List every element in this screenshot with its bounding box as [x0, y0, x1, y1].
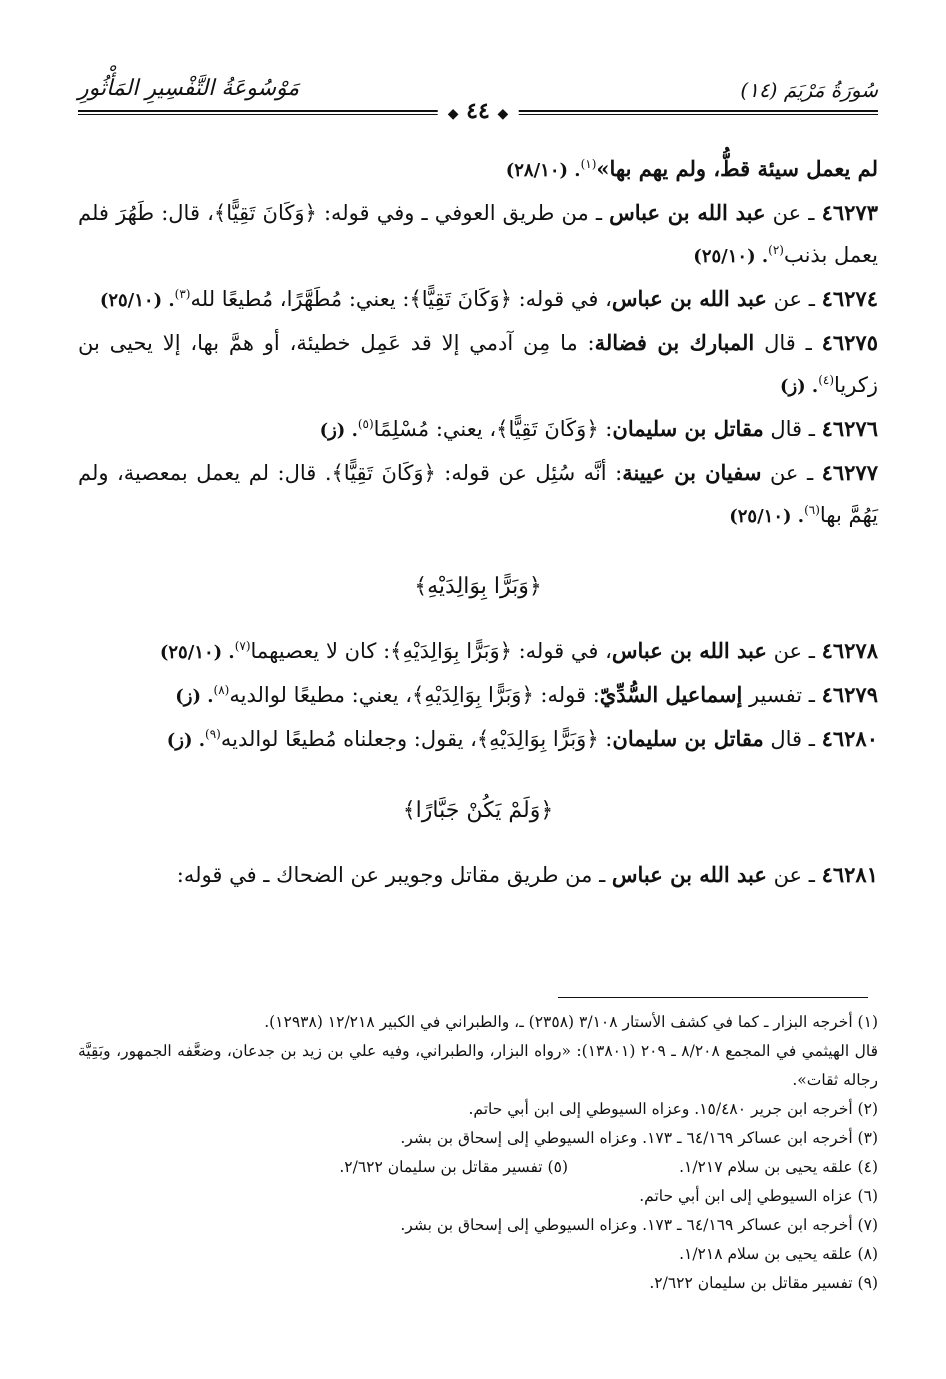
narrator-name: عبد الله بن عباس	[609, 200, 766, 225]
ornament-icon: ◆	[447, 106, 459, 122]
paragraph-text: ، في قوله:	[511, 639, 612, 663]
paragraph-text: : أنَّه سُئِل عن قوله:	[435, 461, 623, 485]
narrator-name: عبد الله بن عباس	[611, 862, 767, 887]
lead-text: ـ قال	[763, 417, 822, 441]
footnote-row	[78, 1153, 878, 1182]
lead-text: ـ عن	[765, 201, 822, 225]
lead-text: ـ قال	[754, 331, 822, 355]
narration-number: ٤٦٢٧٥	[821, 330, 878, 355]
footnote-ref[interactable]: (٤)	[818, 373, 835, 387]
footnote-item: (٥) تفسير مقاتل بن سليمان ٢/٦٢٢.	[339, 1158, 568, 1176]
footnote-ref[interactable]: (٥)	[357, 417, 374, 431]
source-ref: . (ز)	[779, 376, 819, 397]
narration-number: ٤٦٢٨١	[821, 862, 878, 887]
source-ref: . (٢٥/١٠)	[729, 506, 805, 527]
footnote-ref[interactable]: (٢)	[768, 243, 784, 257]
quran-verse: ﴿وَبَرًّا بِوَالِدَيْهِ﴾	[390, 639, 512, 663]
footnote-item: (٤) علقه يحيى بن سلام ١/٢١٧.	[679, 1158, 878, 1176]
quran-verse: ﴿وَكَانَ تَقِيًّا﴾	[331, 461, 436, 485]
footnote-item: (٨) علقه يحيى بن سلام ١/٢١٨.	[679, 1245, 878, 1263]
source-ref: . (٢٥/١٠)	[159, 642, 235, 663]
verse-heading: ﴿وَبَرًّا بِوَالِدَيْهِ﴾	[414, 574, 542, 599]
narration-46279	[78, 674, 878, 718]
quran-verse: ﴿وَبَرًّا بِوَالِدَيْهِ﴾	[476, 727, 599, 751]
paragraph-text: ، قال: طَهُرَ فلم يعمل بذنب	[78, 201, 878, 267]
lead-text: ـ عن	[766, 863, 822, 887]
footnote-ref[interactable]: (١)	[580, 157, 597, 171]
paragraph-text: : قوله:	[533, 683, 600, 707]
narrator-name: إسماعيل السُّدِّيّ	[599, 682, 743, 707]
paragraph-text: لم يعمل سيئة قطُّ، ولم يهم بها»	[596, 156, 878, 181]
book-title: مَوْسُوعَةُ التَّفْسِيرِ المَأْثُورِ	[78, 76, 300, 101]
main-text	[78, 148, 878, 896]
narration-46281	[78, 854, 878, 896]
narrator-name: عبد الله بن عباس	[611, 638, 767, 663]
paragraph-text: ، يعني: مُسْلِمًا	[373, 417, 497, 441]
page-number-box	[438, 98, 519, 124]
quran-verse: ﴿وَبَرًّا بِوَالِدَيْهِ﴾	[412, 683, 534, 707]
narration-46278	[78, 630, 878, 674]
narration-number: ٤٦٢٧٨	[821, 638, 878, 663]
footnote-ref[interactable]: (٧)	[234, 639, 251, 653]
narration-number: ٤٦٢٧٣	[821, 200, 878, 225]
surah-title: سُورَةُ مَرْيَمَ (١٤)	[740, 78, 878, 102]
lead-text: ـ تفسير	[742, 683, 822, 707]
source-ref: . (٢٥/١٠)	[693, 246, 769, 267]
lead-text: ـ عن	[766, 639, 822, 663]
paragraph-text: : يعني: مُطَهَّرًا، مُطيعًا لله	[190, 287, 410, 311]
source-ref: . (٢٥/١٠)	[99, 290, 175, 311]
narration-46275	[78, 322, 878, 408]
narration-46276	[78, 408, 878, 452]
narration-number: ٤٦٢٧٤	[821, 286, 878, 311]
narrator-name: مقاتل بن سليمان	[612, 726, 764, 751]
narrator-name: عبد الله بن عباس	[611, 286, 767, 311]
narration-46280	[78, 718, 878, 762]
footnote-ref[interactable]: (٦)	[804, 503, 820, 517]
source-ref: . (ز)	[175, 686, 214, 707]
source-ref: . (ز)	[166, 730, 206, 751]
footnote-separator	[558, 997, 868, 998]
lead-text: ـ عن	[766, 287, 822, 311]
footnote-item: (٧) أخرجه ابن عساكر ٦٤/١٦٩ ـ ١٧٣. وعزاه السيوطي إلى إسحاق بن بشر.	[400, 1216, 878, 1234]
narrator-name: المبارك بن فضالة	[594, 330, 755, 355]
lead-text: ـ عن	[761, 461, 822, 485]
narration-number: ٤٦٢٧٧	[821, 460, 878, 485]
footnote-item: (٣) أخرجه ابن عساكر ٦٤/١٦٩ ـ ١٧٣. وعزاه السيوطي إلى إسحاق بن بشر.	[400, 1129, 878, 1147]
footnotes	[78, 1008, 878, 1298]
footnote-item: قال الهيثمي في المجمع ٨/٢٠٨ ـ ٢٠٩ (١٣٨٠١): «رواه البزار، والطبراني، وفيه علي بن زيد بن جدعان، وضعَّفه الجمهور، وبَقِيَّة رجاله ثقات».	[78, 1042, 878, 1089]
narration-46273	[78, 192, 878, 278]
footnote-ref[interactable]: (٨)	[213, 683, 230, 697]
footnote-item: (٢) أخرجه ابن جرير ١٥/٤٨٠. وعزاه السيوطي إلى ابن أبي حاتم.	[468, 1100, 878, 1118]
source-ref: . (ز)	[319, 420, 358, 441]
paragraph-text: ، يعني: مطيعًا لوالديه	[229, 683, 412, 707]
narration-46274	[78, 278, 878, 322]
paragraph-text: . قال: لم يعمل بمعصية، ولم يَهُمَّ بها	[78, 461, 878, 527]
footnote-item: (٩) تفسير مقاتل بن سليمان ٢/٦٢٢.	[649, 1274, 878, 1292]
footnote-item: (٦) عزاه السيوطي إلى ابن أبي حاتم.	[639, 1187, 878, 1205]
paragraph-text: ـ من طريق مقاتل وجويبر عن الضحاك ـ في قوله:	[176, 863, 612, 887]
paragraph-text: ، يقول: وجعلناه مُطيعًا لوالديه	[220, 727, 477, 751]
narration-number: ٤٦٢٨٠	[821, 726, 878, 751]
paragraph-text: : ما مِن آدمي إلا قد عَمِل خطيئة، أو همَّ بها، إلا يحيى بن زكريا	[78, 331, 878, 397]
paragraph-text: ، في قوله:	[511, 287, 612, 311]
narrator-name: مقاتل بن سليمان	[612, 416, 764, 441]
page-number: ٤٤	[466, 98, 490, 124]
verse-heading: ﴿وَلَمْ يَكُنْ جَبَّارًا﴾	[402, 798, 554, 823]
paragraph-text: : كان لا يعصيهما	[250, 639, 391, 663]
footnote-item: (١) أخرجه البزار ـ كما في كشف الأستار ٣/١٠٨ (٢٣٥٨) ـ، والطبراني في الكبير ١٢/٢١٨ (١٢٩٣٨).	[264, 1013, 878, 1031]
narration-number: ٤٦٢٧٩	[821, 682, 878, 707]
quran-verse: ﴿وَكَانَ تَقِيًّا﴾	[409, 287, 512, 311]
source-ref: . (٢٨/١٠)	[505, 160, 581, 181]
quran-verse: ﴿وَكَانَ تَقِيًّا﴾	[496, 417, 599, 441]
paragraph-continuation	[78, 148, 878, 192]
footnote-ref[interactable]: (٩)	[205, 727, 221, 741]
quran-verse: ﴿وَكَانَ تَقِيًّا﴾	[213, 201, 317, 225]
paragraph-text: ـ من طريق العوفي ـ وفي قوله:	[316, 201, 610, 225]
narration-46277	[78, 452, 878, 538]
footnote-ref[interactable]: (٣)	[174, 287, 191, 301]
paragraph-text: :	[598, 417, 613, 441]
ornament-icon: ◆	[497, 106, 509, 122]
lead-text: ـ قال	[763, 727, 822, 751]
narrator-name: سفيان بن عيينة	[622, 460, 762, 485]
running-header	[78, 72, 878, 124]
paragraph-text: :	[598, 727, 613, 751]
narration-number: ٤٦٢٧٦	[821, 416, 878, 441]
